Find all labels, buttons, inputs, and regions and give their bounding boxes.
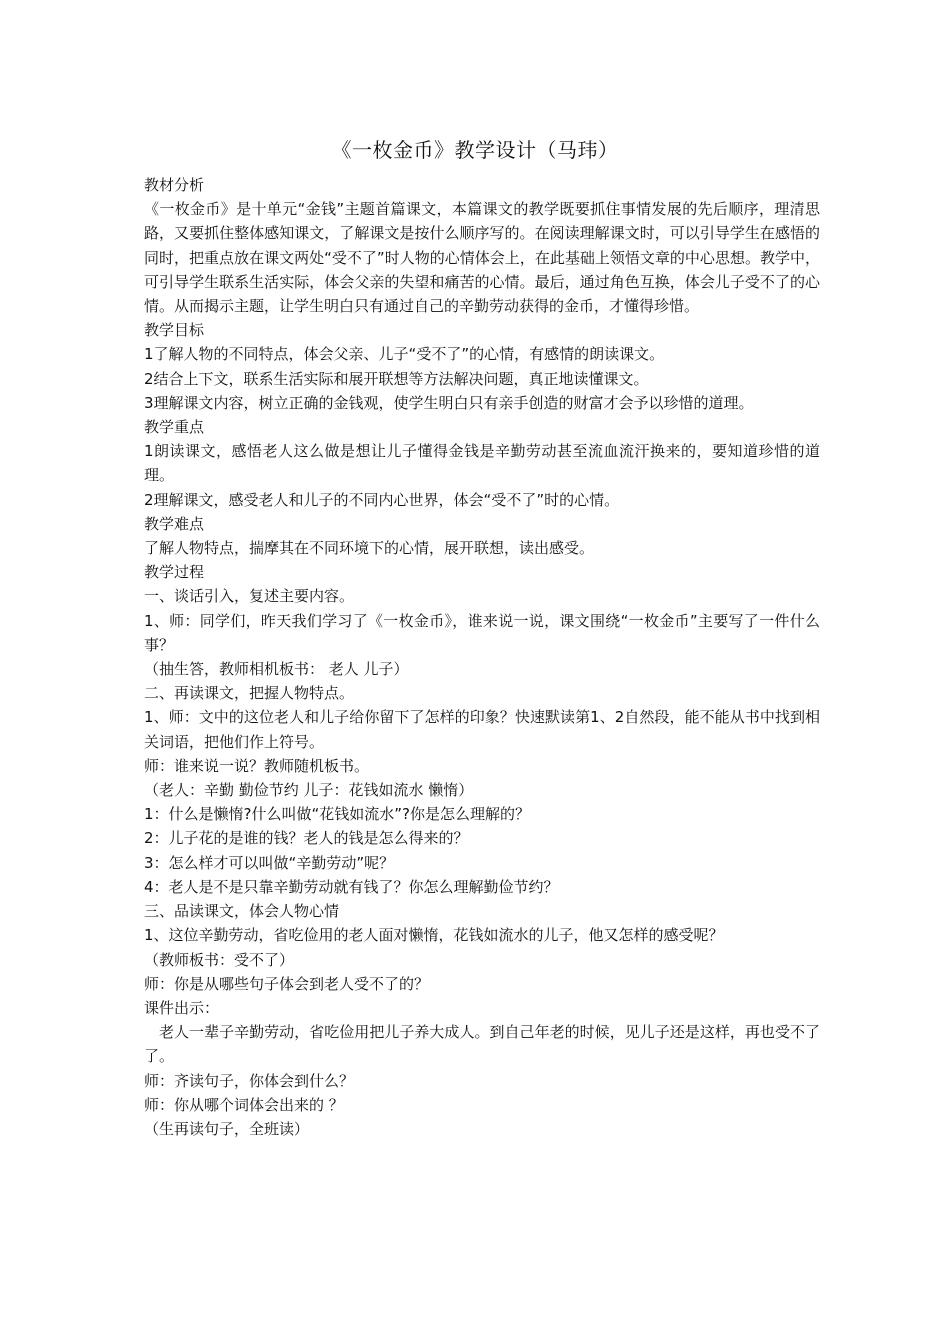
process-paragraph: 课件出示： — [144, 998, 220, 1017]
process-paragraph: 1、师：同学们，昨天我们学习了《一枚金币》，谁来说一说，课文围绕“一枚金币”主要写了一件什么事？ — [144, 611, 820, 654]
question-item: 3：怎么样才可以叫做“辛勤劳动”呢？ — [144, 853, 395, 872]
goal-item-3: 3理解课文内容，树立正确的金钱观，使学生明白只有亲手创造的财富才会予以珍惜的道理。 — [144, 393, 754, 412]
process-paragraph: （老人：辛勤 勤俭节约 儿子：花钱如流水 懒惰） — [144, 781, 474, 800]
key-point-1: 1朗读课文，感悟老人这么做是想让儿子懂得金钱是辛勤劳动甚至流血流汗换来的，要知道珍惜的道理。 — [144, 442, 820, 485]
paragraph-difficulties: 了解人物特点，揣摩其在不同环境下的心情，展开联想，读出感受。 — [144, 539, 595, 558]
process-paragraph: 师：你从哪个词体会出来的 ？ — [144, 1095, 344, 1114]
process-paragraph: （生再读句子，全班读） — [144, 1119, 310, 1138]
process-paragraph: 1、这位辛勤劳动，省吃俭用的老人面对懒惰，花钱如流水的儿子，他又怎样的感受呢？ — [144, 926, 724, 945]
process-paragraph: （教师板书：受不了） — [144, 950, 295, 969]
process-step-3-heading: 三、品读课文，体会人物心情 — [144, 902, 340, 921]
section-heading-difficulties: 教学难点 — [144, 514, 205, 533]
goal-item-2: 2结合上下文，联系生活实际和展开联想等方法解决问题，真正地读懂课文。 — [144, 369, 649, 388]
question-item: 1：什么是懒惰?什么叫做“花钱如流水”?你是怎么理解的？ — [144, 805, 531, 824]
process-paragraph: 1、师：文中的这位老人和儿子给你留下了怎样的印象？快速默读第1、2自然段，能不能从书中找到相关词语，把他们作上符号。 — [144, 708, 820, 751]
document-title: 《一枚金币》教学设计（马玮） — [331, 138, 619, 162]
section-heading-teaching-goals: 教学目标 — [144, 321, 205, 340]
process-paragraph: 师：谁来说一说？教师随机板书。 — [144, 756, 370, 775]
process-step-1-heading: 一、谈话引入，复述主要内容。 — [144, 587, 355, 606]
question-item: 4：老人是不是只靠辛勤劳动就有钱了？你怎么理解勤俭节约？ — [144, 877, 559, 896]
paragraph-material-analysis: 《一枚金币》是十单元“金钱”主题首篇课文，本篇课文的教学既要抓住事情发展的先后顺序，理清思路，又要抓住整体感知课文，了解课文是按什么顺序写的。在阅读理解课文时，可以引导学生在感悟的同时，把重点放在课文两处“受不了”时人物的心情体会上，在此基础上领悟文章的中心思想。教学中，可引导学生联系生活实际，体会父亲的失望和痛苦的心情。最后，通过角色互换，体会儿子受不了的心情。从而揭示主题，让学生明白只有通过自己的辛勤劳动获得的金币，才懂得珍惜。 — [144, 200, 820, 316]
process-paragraph: （抽生答，教师相机板书： 老人 儿子） — [144, 660, 409, 679]
section-heading-key-points: 教学重点 — [144, 418, 205, 437]
question-item: 2：儿子花的是谁的钱？老人的钱是怎么得来的？ — [144, 829, 469, 848]
process-step-2-heading: 二、再读课文，把握人物特点。 — [144, 684, 355, 703]
section-heading-teaching-process: 教学过程 — [144, 563, 205, 582]
process-paragraph: 师：齐读句子，你体会到什么？ — [144, 1071, 355, 1090]
document-body — [144, 173, 820, 1141]
process-paragraph: 师：你是从哪些句子体会到老人受不了的？ — [144, 974, 430, 993]
key-point-2: 2理解课文，感受老人和儿子的不同内心世界，体会“受不了”时的心情。 — [144, 490, 620, 509]
goal-item-1: 1了解人物的不同特点，体会父亲、儿子“受不了”的心情，有感情的朗读课文。 — [144, 345, 665, 364]
quoted-sentence: 老人一辈子辛勤劳动，省吃俭用把儿子养大成人。到自己年老的时候，见儿子还是这样，再也受不了了。 — [144, 1023, 820, 1066]
section-heading-material-analysis: 教材分析 — [144, 176, 205, 194]
